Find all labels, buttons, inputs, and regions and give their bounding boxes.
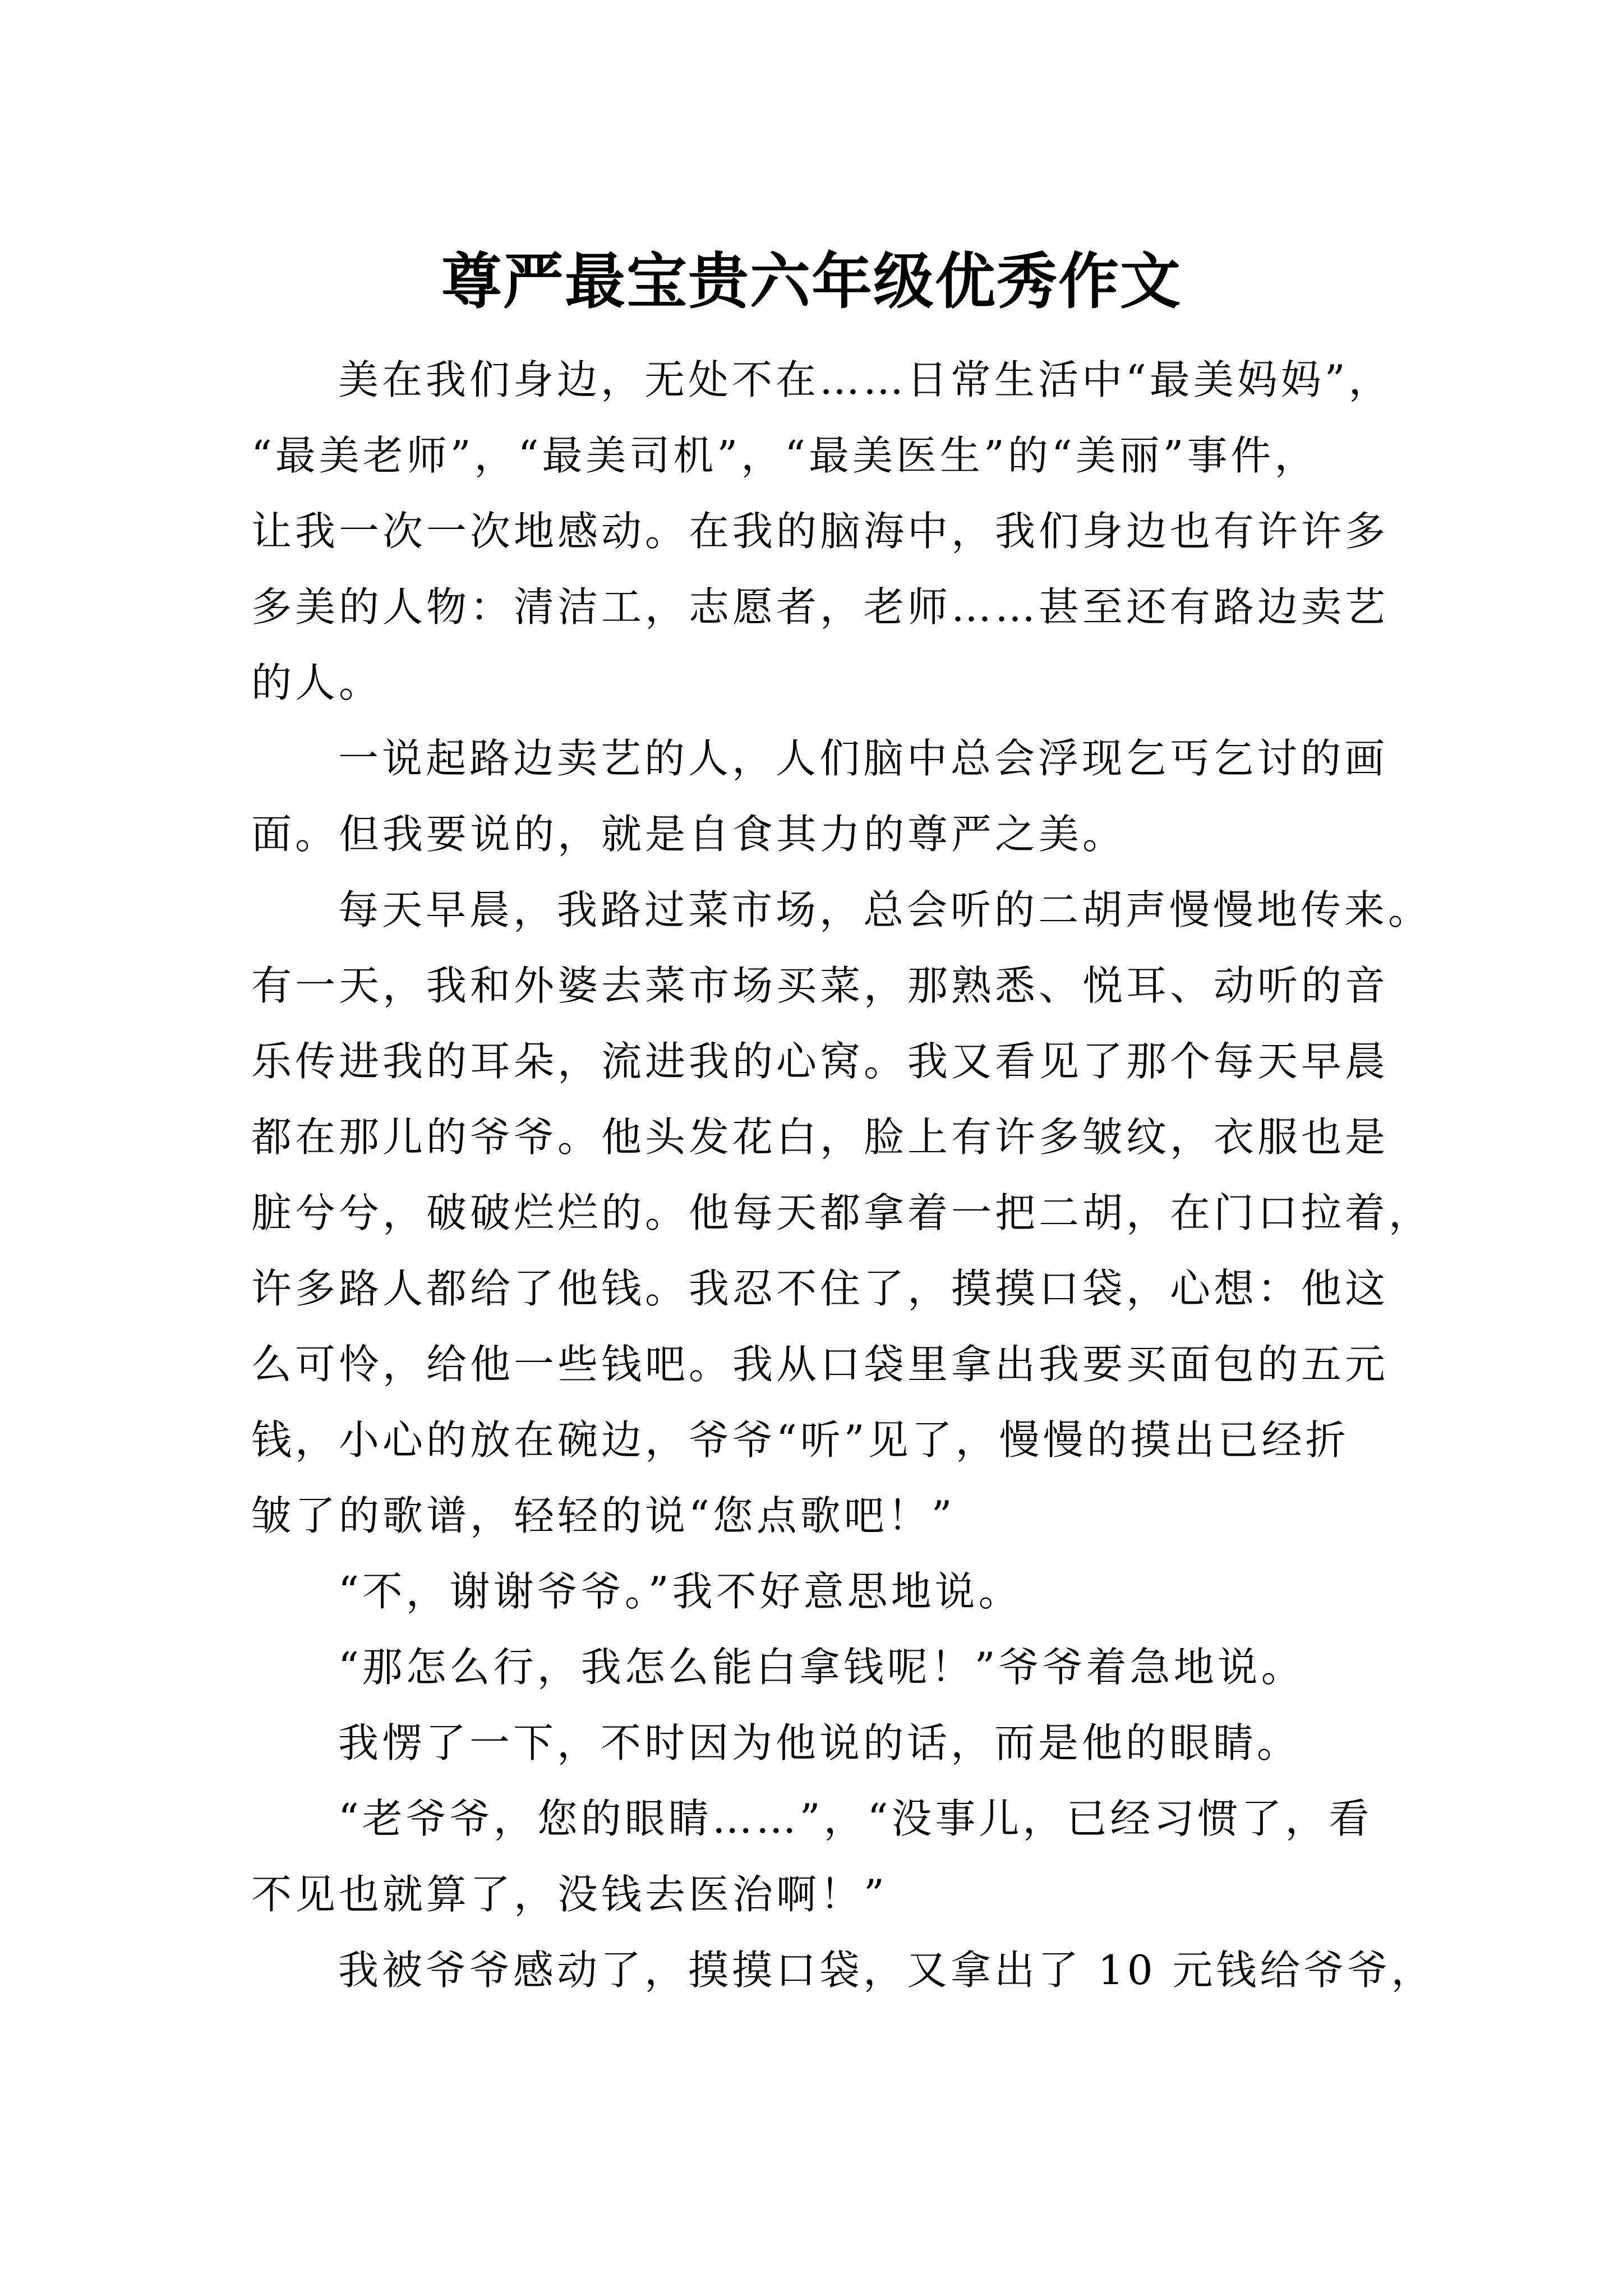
text-line: 一说起路边卖艺的人，人们脑中总会浮现乞丐乞讨的画 xyxy=(338,735,1389,782)
text-line: 许多路人都给了他钱。我忍不住了，摸摸口袋，心想：他这 xyxy=(251,1265,1389,1312)
text-line: 让我一次一次地感动。在我的脑海中，我们身边也有许许多 xyxy=(251,508,1389,555)
essay-body xyxy=(251,342,1435,2008)
text-line: “老爷爷，您的眼睛……”，“没事儿，已经习惯了，看 xyxy=(338,1795,1373,1842)
text-line: 多美的人物：清洁工，志愿者，老师……甚至还有路边卖艺 xyxy=(251,583,1389,631)
text-line: “不，谢谢爷爷。”我不好意思地说。 xyxy=(338,1568,1022,1615)
paragraph-5 xyxy=(251,1630,1384,1705)
text-line: 每天早晨，我路过菜市场，总会听的二胡声慢慢地传来。 xyxy=(338,886,1432,933)
text-line: 皱了的歌谱，轻轻的说“您点歌吧！” xyxy=(251,1492,956,1539)
text-line: 我被爷爷感动了，摸摸口袋，又拿出了 10 元钱给爷爷， xyxy=(338,1947,1435,1994)
text-line: 我愣了一下，不时因为他说的话，而是他的眼睛。 xyxy=(338,1719,1301,1766)
paragraph-7 xyxy=(251,1781,1384,1932)
text-line: 不见也就算了，没钱去医治啊！” xyxy=(251,1871,888,1918)
text-line: 的人。 xyxy=(251,659,383,706)
text-line: 乐传进我的耳朵，流进我的心窝。我又看见了那个每天早晨 xyxy=(251,1038,1389,1085)
document-title: 尊严最宝贵六年级优秀作文 xyxy=(441,246,1182,318)
paragraph-6 xyxy=(251,1705,1384,1781)
text-line: “最美老师”，“最美司机”，“最美医生”的“美丽”事件， xyxy=(251,432,1318,479)
text-line: 钱，小心的放在碗边，爷爷“听”见了，慢慢的摸出已经折 xyxy=(251,1416,1349,1464)
paragraph-4 xyxy=(251,1554,1384,1630)
text-line: 脏兮兮，破破烂烂的。他每天都拿着一把二胡，在门口拉着， xyxy=(251,1189,1433,1236)
paragraph-1 xyxy=(251,342,1393,721)
paragraph-8 xyxy=(251,1932,1435,2008)
text-line: 面。但我要说的，就是自食其力的尊严之美。 xyxy=(251,811,1127,858)
text-line: 有一天，我和外婆去菜市场买菜，那熟悉、悦耳、动听的音 xyxy=(251,962,1389,1009)
text-line: 美在我们身边，无处不在……日常生活中“最美妈妈”， xyxy=(338,356,1393,403)
text-line: 么可怜，给他一些钱吧。我从口袋里拿出我要买面包的五元 xyxy=(251,1341,1389,1388)
paragraph-3 xyxy=(251,872,1433,1554)
text-line: “那怎么行，我怎么能白拿钱呢！”爷爷着急地说。 xyxy=(338,1644,1305,1691)
paragraph-2 xyxy=(251,721,1389,872)
text-line: 都在那儿的爷爷。他头发花白，脸上有许多皱纹，衣服也是 xyxy=(251,1114,1389,1161)
